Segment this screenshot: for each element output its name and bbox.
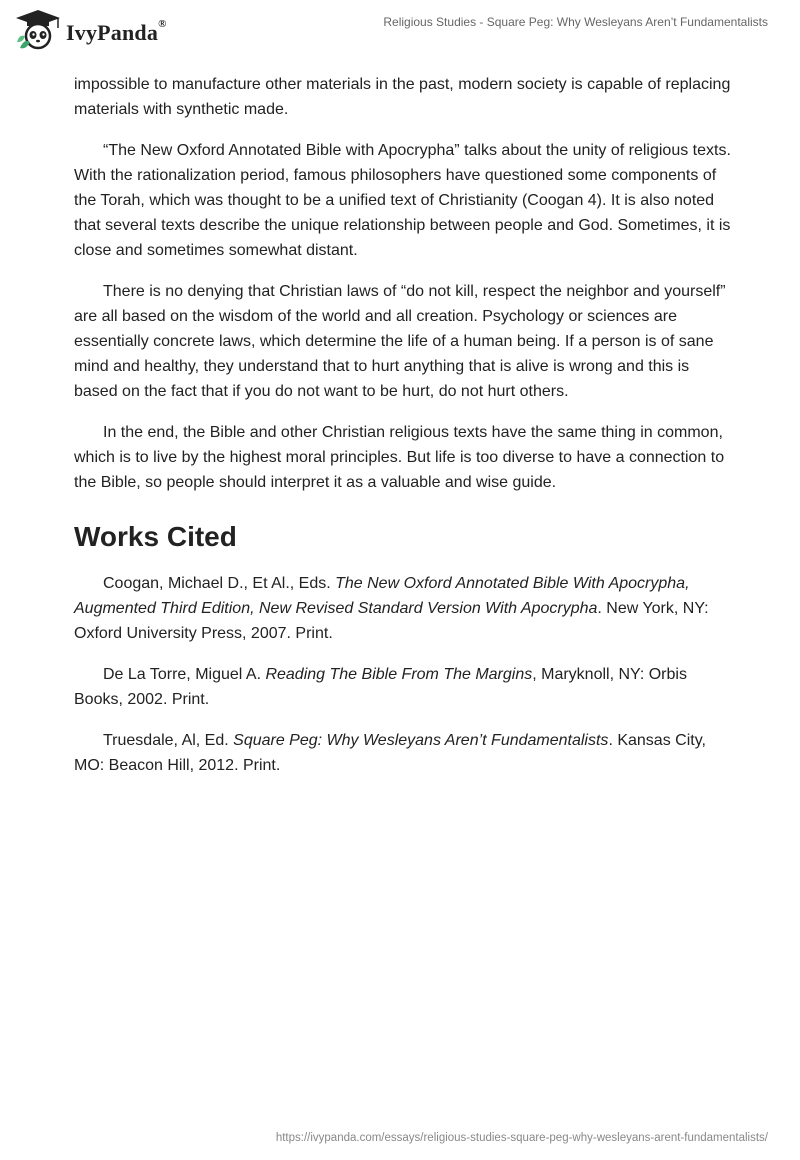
ivypanda-logo[interactable] [14, 8, 167, 52]
citation-entry: De La Torre, Miguel A. Reading The Bible From The Margins, Maryknoll, NY: Orbis Books, 2002. Print. [74, 666, 687, 708]
works-cited-heading: Works Cited [74, 521, 237, 552]
logo-wordmark: IvyPanda® [66, 18, 167, 45]
paragraph-continued: impossible to manufacture other materials in the past, modern society is capable of replacing materials with synthetic made. [74, 76, 731, 118]
source-url-link[interactable]: https://ivypanda.com/essays/religious-studies-square-peg-why-wesleyans-arent-fundamentalists/ [275, 1132, 768, 1144]
paragraph: “The New Oxford Annotated Bible with Apocrypha” talks about the unity of religious texts. With the rationalization period, famous philosophers have questioned some components of the Torah, which was thought to be a unified text of Christianity (Coogan 4). It is also noted that several texts describe the unique relationship between people and God. Sometimes, it is close and sometimes somewhat distant. [74, 142, 731, 259]
paragraph: In the end, the Bible and other Christian religious texts have the same thing in common, which is to live by the highest moral principles. But life is too diverse to have a connection to the Bible, so people should interpret it as a valuable and wise guide. [74, 424, 725, 491]
panda-graduate-icon [14, 8, 62, 52]
citation-entry: Coogan, Michael D., Et Al., Eds. The New Oxford Annotated Bible With Apocrypha, Augmented Third Edition, New Revised Standard Version With Apocrypha. New York, NY: Oxford University Press, 2007. Print. [74, 575, 709, 642]
essay-body [74, 72, 734, 794]
paragraph: There is no denying that Christian laws of “do not kill, respect the neighbor and yourself” are all based on the wisdom of the world and all creation. Psychology or sciences are essentially concrete laws, which determine the life of a human being. If a person is of sane mind and healthy, they understand that to hurt anything that is alive is wrong and this is based on the fact that if you do not want to be hurt, do not hurt others. [74, 283, 726, 400]
citation-entry: Truesdale, Al, Ed. Square Peg: Why Wesleyans Aren’t Fundamentalists. Kansas City, MO: Beacon Hill, 2012. Print. [74, 732, 706, 774]
page-header [0, 0, 800, 60]
document-title: Religious Studies - Square Peg: Why Wesleyans Aren’t Fundamentalists [383, 15, 768, 29]
